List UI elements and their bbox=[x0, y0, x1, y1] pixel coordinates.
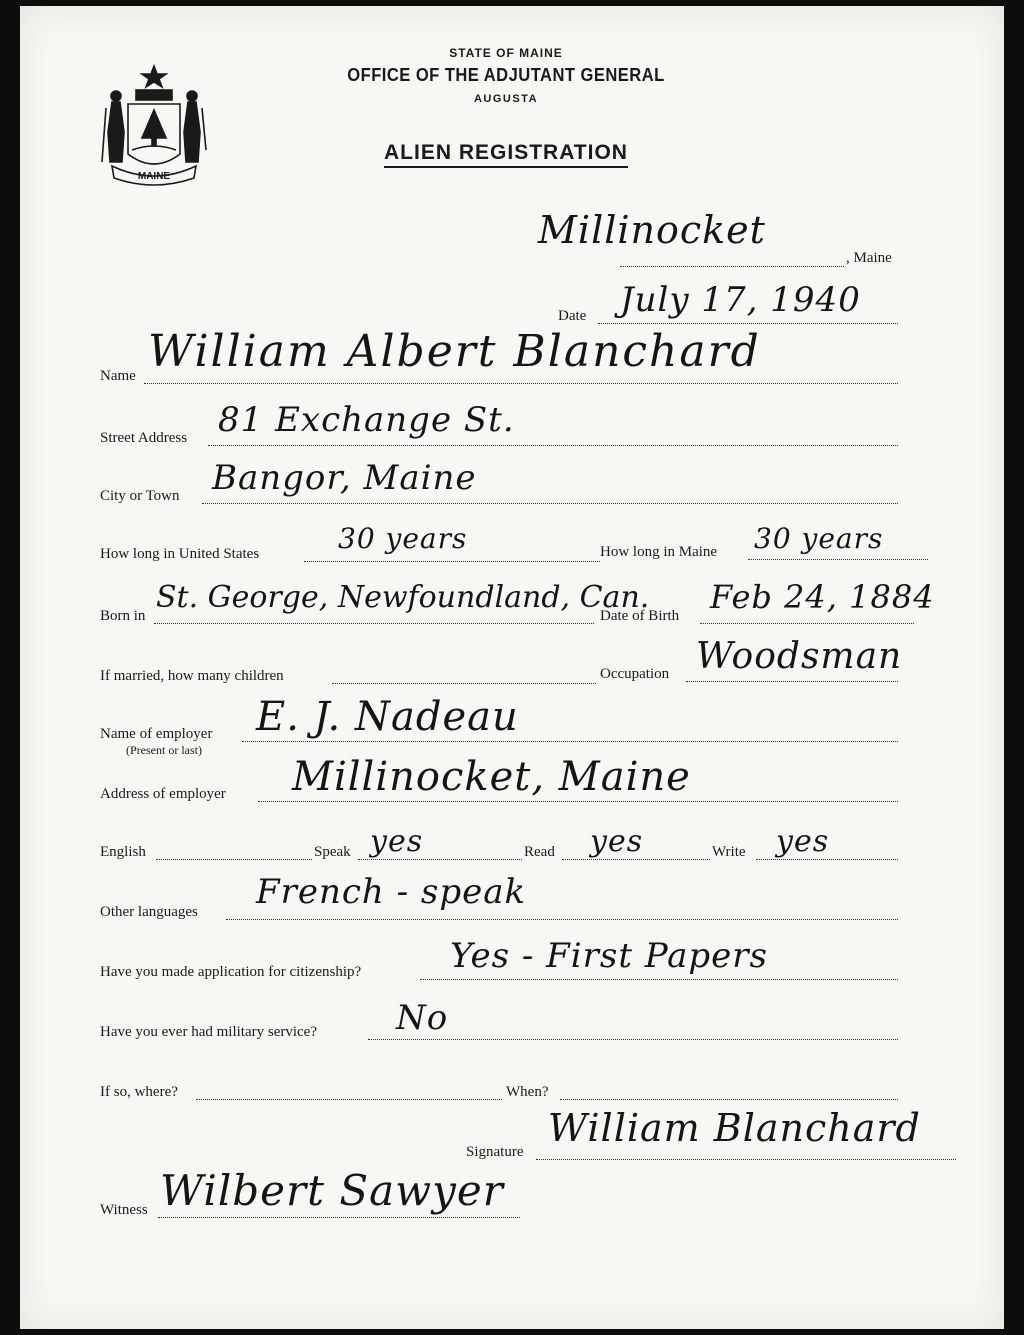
witness-label: Witness bbox=[100, 1202, 148, 1218]
military-value: No bbox=[396, 998, 449, 1038]
citizenship-value: Yes - First Papers bbox=[450, 936, 769, 976]
when-label: When? bbox=[506, 1084, 549, 1100]
name-value: William Albert Blanchard bbox=[148, 326, 761, 377]
read-value: yes bbox=[590, 824, 644, 859]
dob-value: Feb 24, 1884 bbox=[710, 578, 935, 616]
registration-form bbox=[20, 6, 1004, 1329]
employer-address-label: Address of employer bbox=[100, 786, 226, 802]
speak-value: yes bbox=[370, 824, 424, 859]
town-line bbox=[620, 266, 844, 267]
city-heading: AUGUSTA bbox=[473, 93, 539, 105]
name-line bbox=[144, 383, 898, 384]
date-label: Date bbox=[558, 308, 587, 324]
write-value: yes bbox=[776, 824, 830, 859]
citizenship-label: Have you made application for citizenship? bbox=[100, 964, 362, 980]
speak-line bbox=[358, 859, 522, 860]
svg-text:MAINE: MAINE bbox=[137, 171, 171, 182]
read-label: Read bbox=[524, 844, 555, 860]
name-label: Name bbox=[100, 368, 136, 384]
how-long-us-label: How long in United States bbox=[100, 546, 260, 562]
english-line bbox=[156, 859, 312, 860]
military-line bbox=[368, 1039, 898, 1040]
employer-address-line bbox=[258, 801, 898, 802]
when-line bbox=[560, 1099, 898, 1100]
other-languages-value: French - speak bbox=[256, 872, 527, 912]
citizenship-line bbox=[420, 979, 898, 980]
where-label: If so, where? bbox=[100, 1084, 178, 1100]
employer-address-value: Millinocket, Maine bbox=[292, 754, 691, 800]
employer-line bbox=[242, 741, 898, 742]
english-label: English bbox=[100, 844, 146, 860]
state-of-maine-seal bbox=[98, 62, 210, 188]
write-label: Write bbox=[712, 844, 746, 860]
city-town-label: City or Town bbox=[100, 488, 180, 504]
office-heading: OFFICE OF THE ADJUTANT GENERAL bbox=[347, 65, 665, 85]
state-heading: STATE OF MAINE bbox=[449, 46, 563, 60]
date-value: July 17, 1940 bbox=[620, 280, 861, 320]
born-in-label: Born in bbox=[100, 608, 146, 624]
street-label: Street Address bbox=[100, 430, 188, 446]
how-long-us-value: 30 years bbox=[338, 522, 468, 555]
city-town-line bbox=[202, 503, 898, 504]
how-long-maine-value: 30 years bbox=[754, 522, 884, 555]
how-long-us-line bbox=[304, 561, 600, 562]
signature-line bbox=[536, 1159, 956, 1160]
street-value: 81 Exchange St. bbox=[218, 400, 515, 440]
city-town-value: Bangor, Maine bbox=[212, 458, 477, 498]
employer-label: Name of employer bbox=[100, 726, 213, 742]
maine-label: , Maine bbox=[846, 250, 892, 266]
town-value: Millinocket bbox=[538, 208, 766, 252]
form-title: ALIEN REGISTRATION bbox=[276, 141, 736, 165]
write-line bbox=[756, 859, 898, 860]
witness-line bbox=[158, 1217, 520, 1218]
employer-value: E. J. Nadeau bbox=[256, 694, 519, 740]
signature-label: Signature bbox=[466, 1144, 524, 1160]
speak-label: Speak bbox=[314, 844, 351, 860]
street-line bbox=[208, 445, 898, 446]
employer-note: (Present or last) bbox=[126, 743, 202, 757]
dob-line bbox=[700, 623, 914, 624]
children-line bbox=[332, 683, 596, 684]
signature-value: William Blanchard bbox=[548, 1106, 921, 1150]
occupation-line bbox=[686, 681, 898, 682]
date-line bbox=[598, 323, 898, 324]
read-line bbox=[562, 859, 710, 860]
occupation-value: Woodsman bbox=[696, 636, 903, 677]
born-in-line bbox=[154, 623, 594, 624]
occupation-label: Occupation bbox=[600, 666, 670, 682]
children-label: If married, how many children bbox=[100, 668, 284, 684]
where-line bbox=[196, 1099, 502, 1100]
other-languages-label: Other languages bbox=[100, 904, 198, 920]
born-in-value: St. George, Newfoundland, Can. bbox=[156, 580, 650, 615]
how-long-maine-label: How long in Maine bbox=[600, 544, 718, 560]
witness-value: Wilbert Sawyer bbox=[160, 1166, 504, 1215]
dob-label: Date of Birth bbox=[600, 608, 680, 624]
other-languages-line bbox=[226, 919, 898, 920]
how-long-maine-line bbox=[748, 559, 928, 560]
military-label: Have you ever had military service? bbox=[100, 1024, 317, 1040]
